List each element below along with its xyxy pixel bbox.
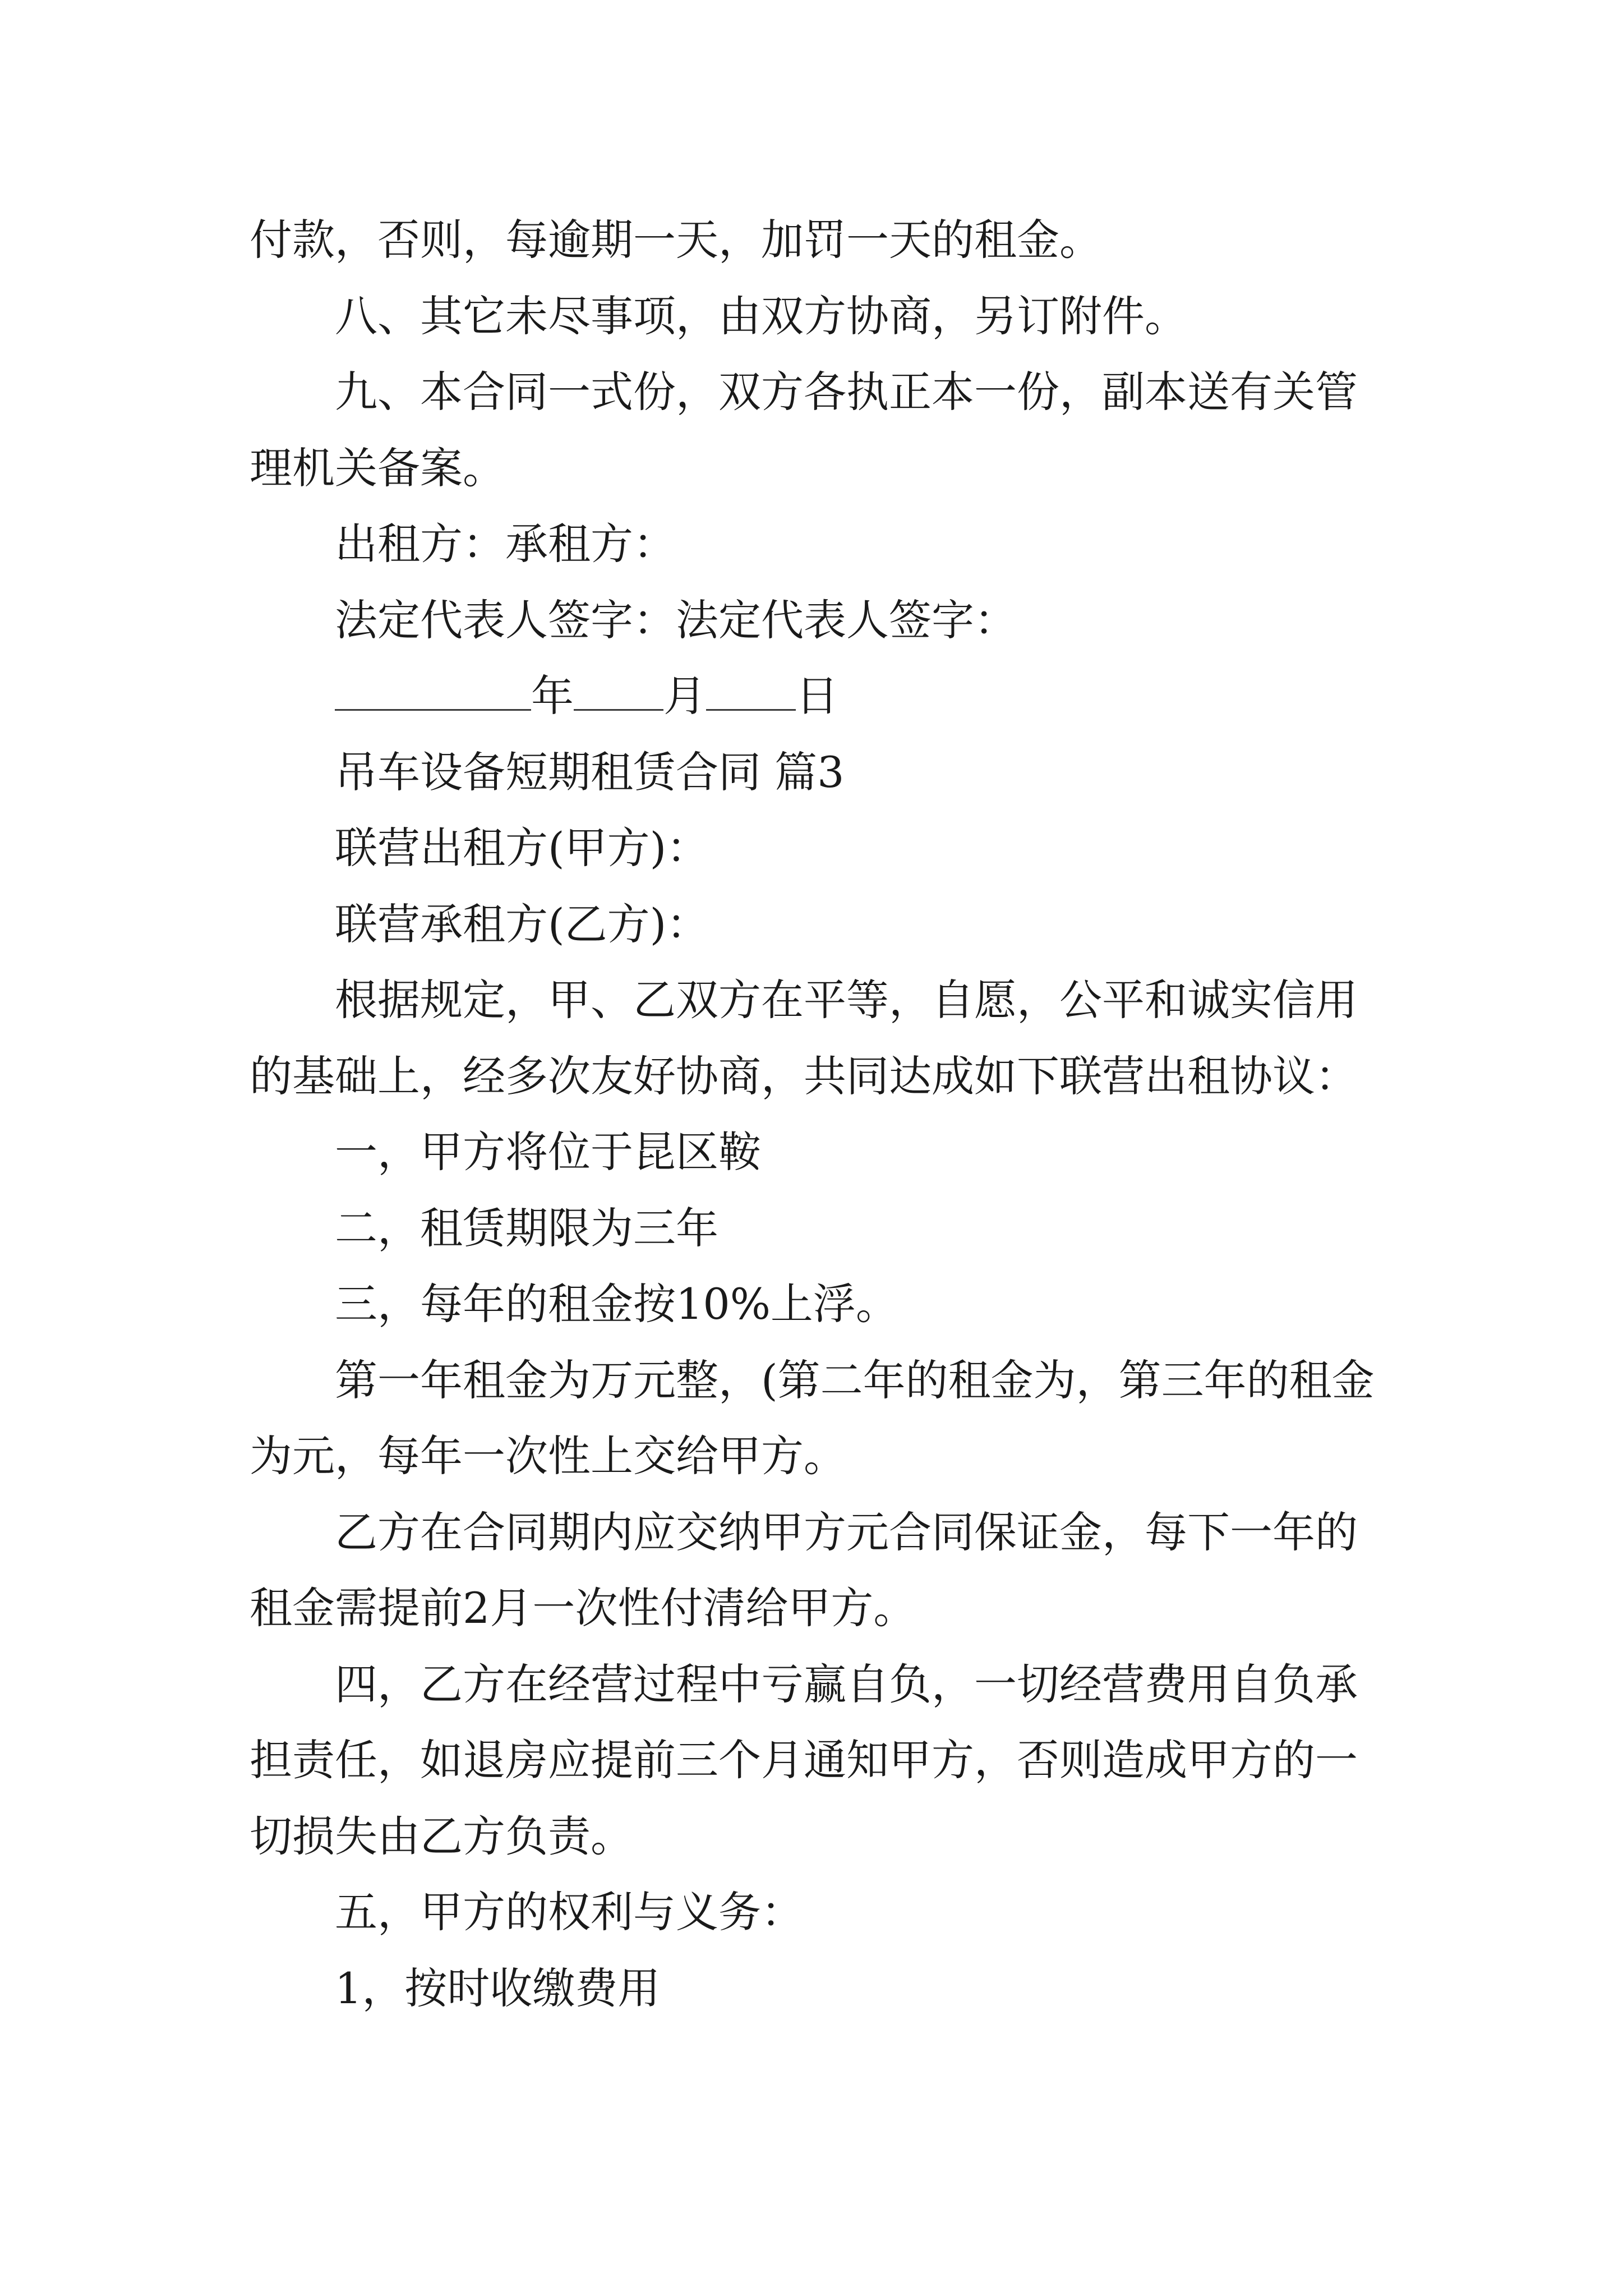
paragraph-lessee: 联营承租方(乙方)： xyxy=(335,899,709,949)
paragraph-clause-4: 四，乙方在经营过程中亏赢自负，一切经营费用自负承担责任，如退房应提前三个月通知甲方，否则造成甲方的一切损失由乙方负责。 xyxy=(250,1659,1358,1861)
month-blank xyxy=(574,664,663,711)
day-blank xyxy=(706,664,796,711)
paragraph-clause-3: 三，每年的租金按10%上浮。 xyxy=(335,1279,898,1329)
paragraph-signatures: 法定代表人签字：法定代表人签字： xyxy=(335,595,1017,645)
date-line xyxy=(250,658,1388,734)
paragraph-clause-5: 五，甲方的权利与义务： xyxy=(335,1887,804,1937)
paragraph-article-8: 八、其它未尽事项，由双方协商，另订附件。 xyxy=(335,291,1187,341)
paragraph-clause-1: 一，甲方将位于昆区鞍 xyxy=(335,1127,761,1177)
paragraph-rent-schedule: 第一年租金为万元整，(第二年的租金为，第三年的租金为元，每年一次性上交给甲方。 xyxy=(250,1355,1375,1481)
day-label: 日 xyxy=(796,671,838,721)
section-heading: 吊车设备短期租赁合同 篇3 xyxy=(335,747,845,797)
year-label: 年 xyxy=(531,671,574,721)
paragraph-parties: 出租方：承租方： xyxy=(335,519,676,569)
paragraph-deposit: 乙方在合同期内应交纳甲方元合同保证金，每下一年的租金需提前2月一次性付清给甲方。 xyxy=(250,1507,1358,1633)
document-body xyxy=(250,202,1388,2026)
paragraph-item-1: 1，按时收缴费用 xyxy=(335,1963,661,2013)
year-blank xyxy=(335,664,531,711)
paragraph-preamble: 根据规定，甲、乙双方在平等，自愿，公平和诚实信用的基础上，经多次友好协商，共同达成如下联营出租协议： xyxy=(250,975,1358,1101)
month-label: 月 xyxy=(663,671,706,721)
paragraph-article-9: 九、本合同一式份，双方各执正本一份，副本送有关管理机关备案。 xyxy=(250,367,1358,493)
paragraph-clause-2: 二，租赁期限为三年 xyxy=(335,1203,718,1253)
paragraph-lessor: 联营出租方(甲方)： xyxy=(335,823,709,873)
paragraph-payment-penalty: 付款，否则，每逾期一天，加罚一天的租金。 xyxy=(250,215,1102,265)
